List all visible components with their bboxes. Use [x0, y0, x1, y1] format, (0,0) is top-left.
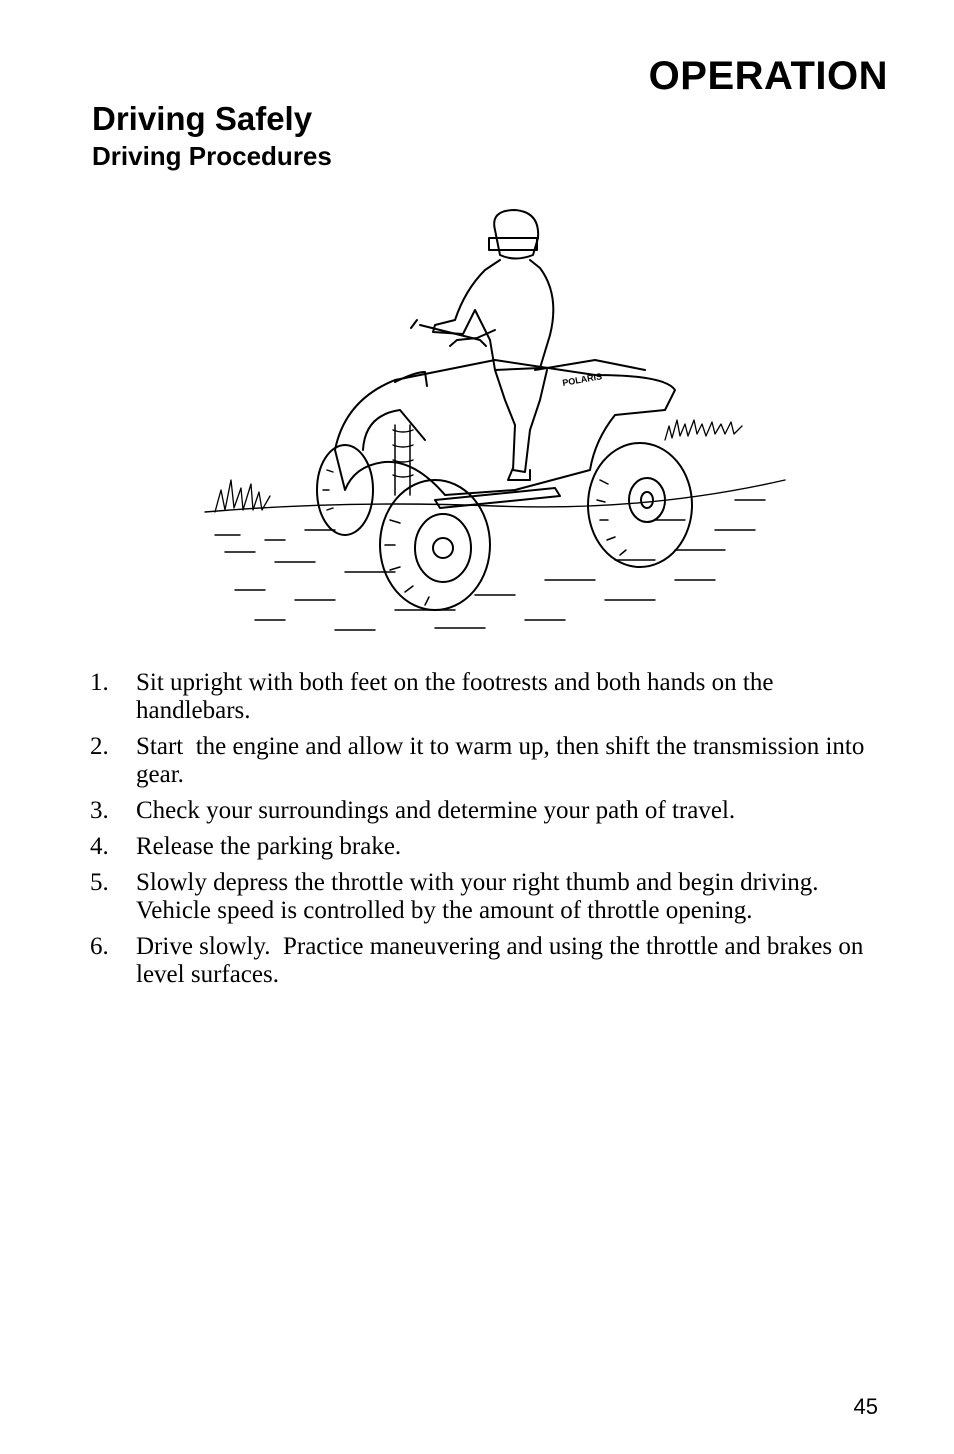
page-number: 45 — [853, 1394, 878, 1419]
page-title: Driving Safely — [92, 100, 313, 137]
step-number: 2. — [90, 733, 109, 760]
step-text: Drive slowly. Practice maneuvering and using the throttle and brakes on level surfaces. — [136, 933, 870, 988]
list-item — [90, 733, 870, 789]
rider — [411, 210, 553, 480]
step-number: 1. — [90, 669, 109, 696]
section-header: OPERATION — [648, 54, 888, 98]
list-item — [90, 833, 870, 861]
step-text: Sit upright with both feet on the footrests and both hands on the handlebars. — [136, 669, 780, 724]
grass-right — [665, 420, 742, 440]
list-item — [90, 797, 870, 825]
step-number: 3. — [90, 797, 109, 824]
polaris-logo-text: POLARIS — [561, 371, 603, 388]
list-item — [90, 669, 870, 725]
list-item — [90, 933, 870, 989]
grass-left — [215, 480, 270, 512]
step-number: 4. — [90, 833, 109, 860]
step-text: Check your surroundings and determine your path of travel. — [136, 797, 736, 824]
procedure-list — [90, 669, 870, 997]
list-item — [90, 869, 870, 925]
step-number: 6. — [90, 933, 109, 960]
step-number: 5. — [90, 869, 109, 896]
atv-body — [335, 360, 675, 508]
step-text: Start the engine and allow it to warm up, then shift the transmission into gear. — [136, 733, 871, 788]
step-text: Release the parking brake. — [136, 833, 402, 860]
step-text: Slowly depress the throttle with your right thumb and begin driving. Vehicle speed is controlled by the amount of throttle opening. — [136, 869, 831, 924]
atv-rider-illustration — [195, 200, 795, 640]
page-subtitle: Driving Procedures — [92, 141, 332, 171]
